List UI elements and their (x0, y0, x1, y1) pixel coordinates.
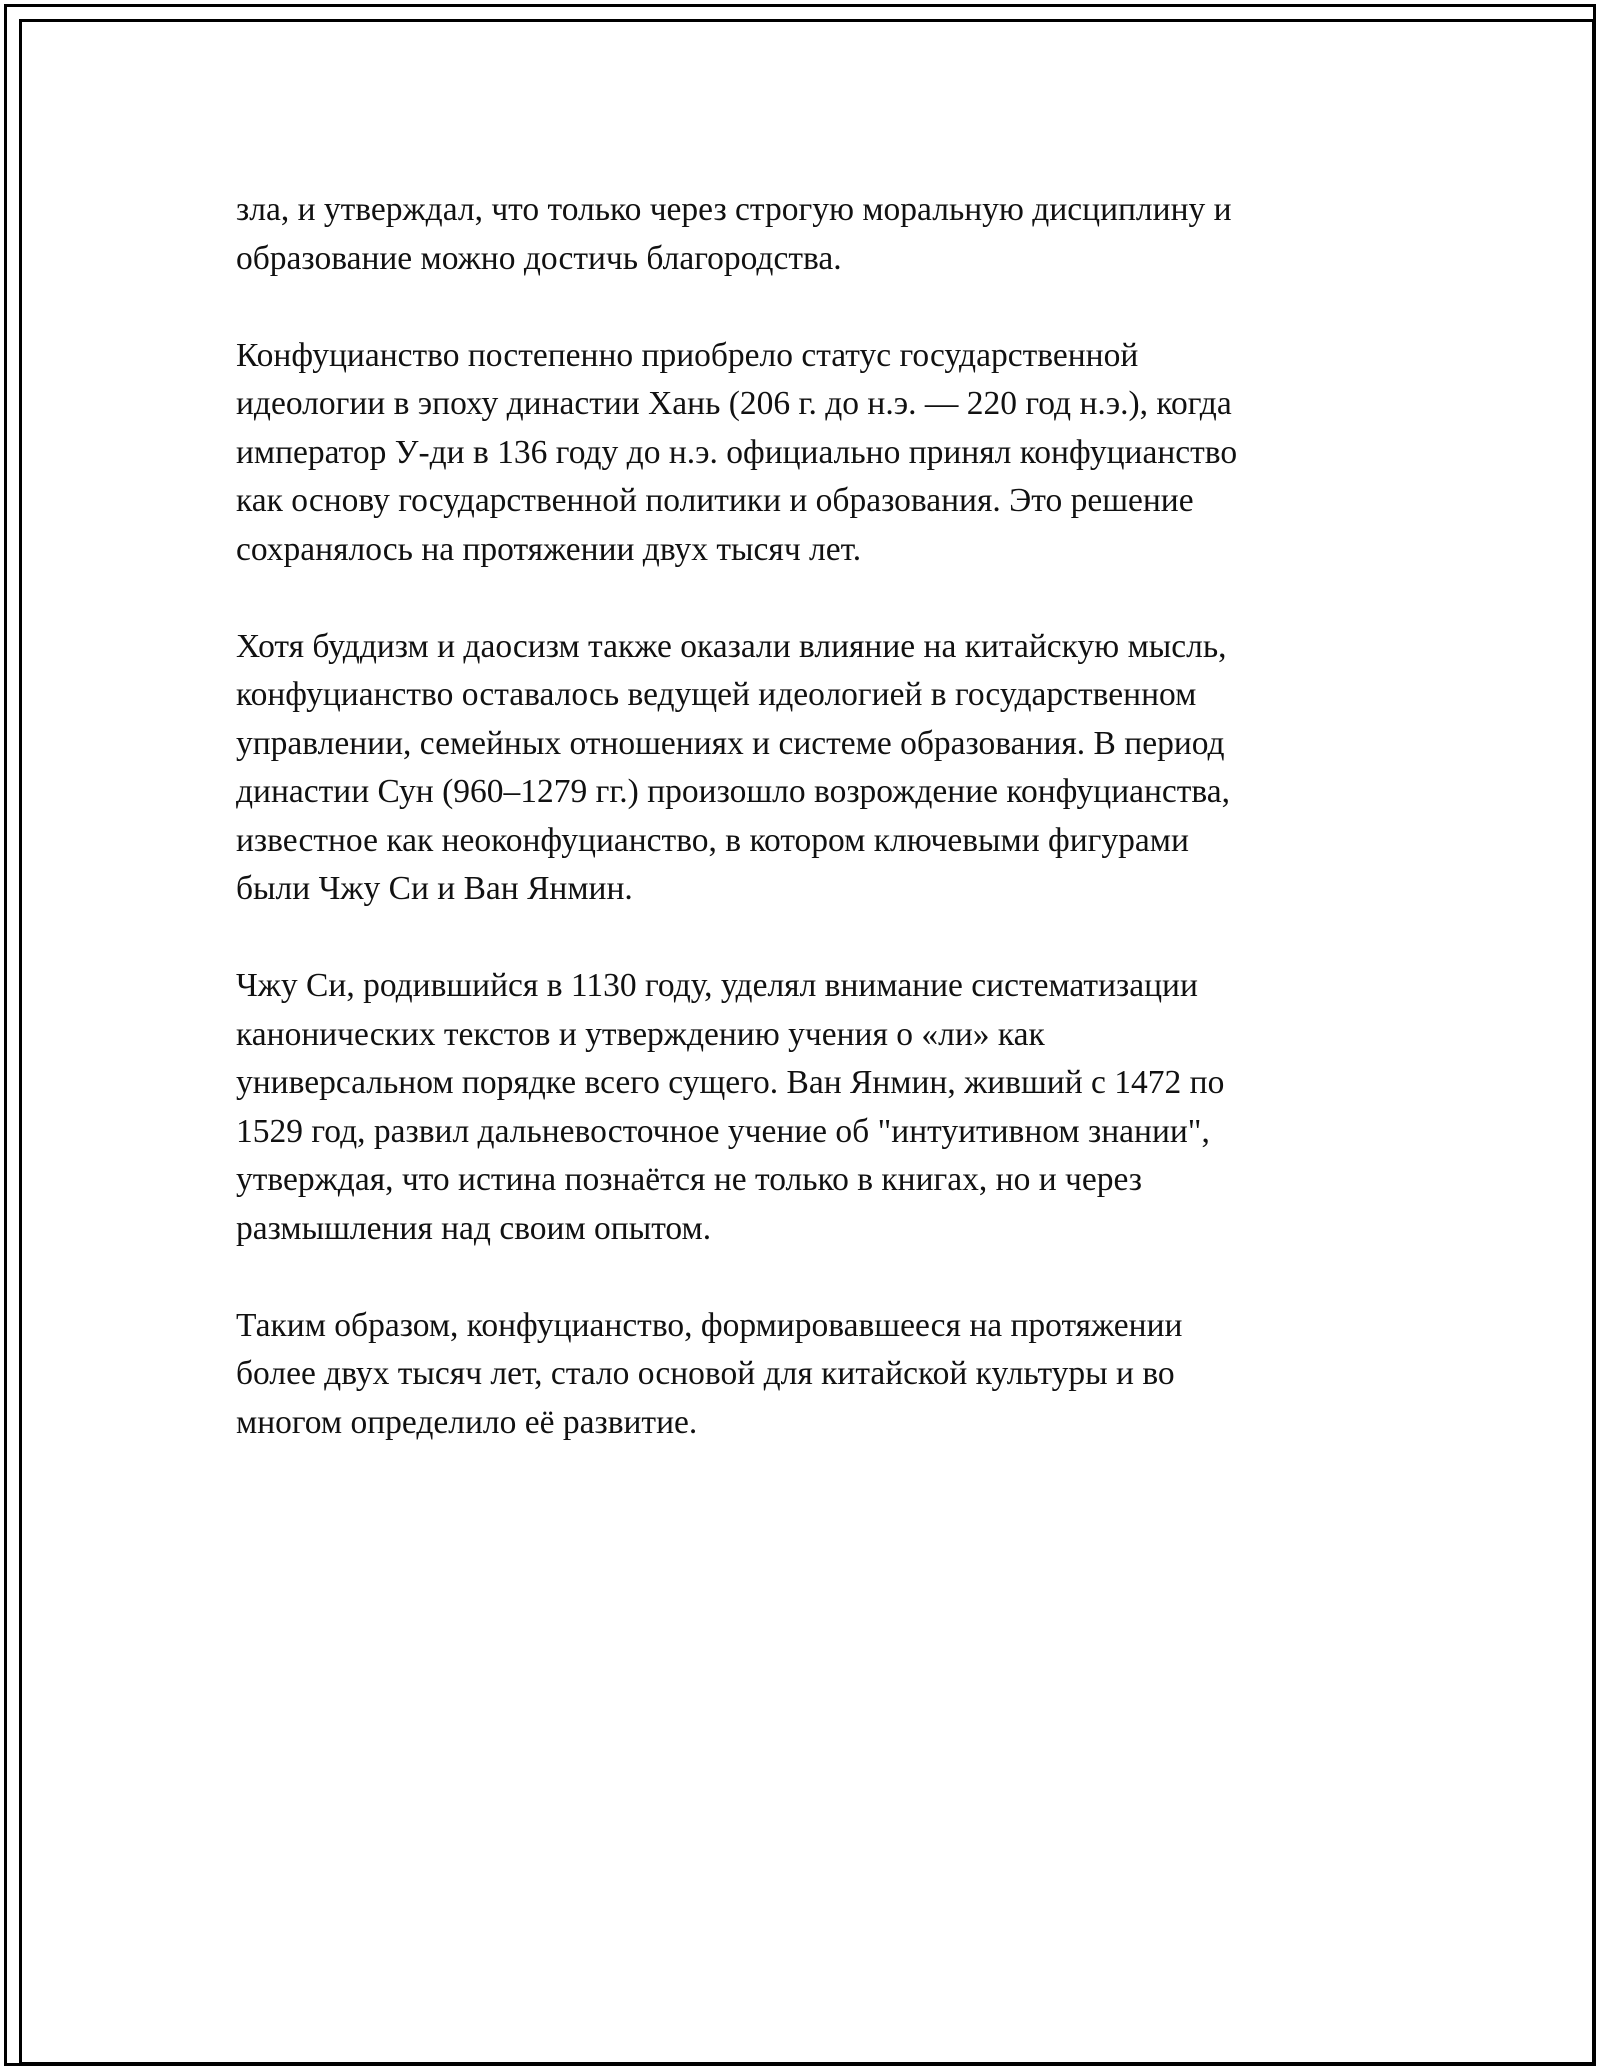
text-line: Хотя буддизм и даосизм также оказали влияние на китайскую мысль, (236, 627, 1227, 665)
text-line: Конфуцианство постепенно приобрело статус государственной (236, 336, 1139, 374)
text-line: размышления над своим опытом. (236, 1209, 712, 1247)
text-line: Чжу Си, родившийся в 1130 году, уделял внимание систематизации (236, 967, 1198, 1004)
text-line: известное как неоконфуцианство, в котором ключевыми фигурами (236, 821, 1189, 859)
paragraph (236, 1302, 1366, 1448)
text-line: 1529 год, развил дальневосточное учение об "интуитивном знании", (236, 1112, 1210, 1150)
text-line: более двух тысяч лет, стало основой для китайской культуры и во (236, 1355, 1175, 1392)
text-line: были Чжу Си и Ван Янмин. (236, 870, 633, 907)
text-line: сохранялось на протяжении двух тысяч лет. (236, 530, 862, 568)
text-line: как основу государственной политики и образования. Это решение (236, 482, 1194, 519)
text-line: император У-ди в 136 году до н.э. официально принял конфуцианство (236, 433, 1238, 471)
text-line: многом определило её развитие. (236, 1403, 698, 1441)
text-line: идеологии в эпоху династии Хань (206 г. до н.э. — 220 год н.э.), когда (236, 385, 1232, 422)
text-line: зла, и утверждал, что только через строгую моральную дисциплину и (236, 191, 1232, 228)
paragraph (236, 623, 1366, 914)
text-line: универсальном порядке всего сущего. Ван Янмин, живший с 1472 по (236, 1064, 1225, 1101)
paragraph (236, 962, 1366, 1253)
text-line: династии Сун (960–1279 гг.) произошло возрождение конфуцианства, (236, 773, 1231, 810)
text-line: конфуцианство оставалось ведущей идеологией в государственном (236, 676, 1197, 713)
text-line: образование можно достичь благородства. (236, 239, 842, 277)
text-line: Таким образом, конфуцианство, формировавшееся на протяжении (236, 1306, 1183, 1344)
text-line: утверждая, что истина познаётся не только в книгах, но и через (236, 1161, 1142, 1198)
text-line: управлении, семейных отношениях и системе образования. В период (236, 724, 1225, 762)
document-body (236, 186, 1366, 1496)
paragraph (236, 186, 1366, 283)
text-line: канонических текстов и утверждению учения о «ли» как (236, 1015, 1045, 1053)
paragraph (236, 332, 1366, 575)
